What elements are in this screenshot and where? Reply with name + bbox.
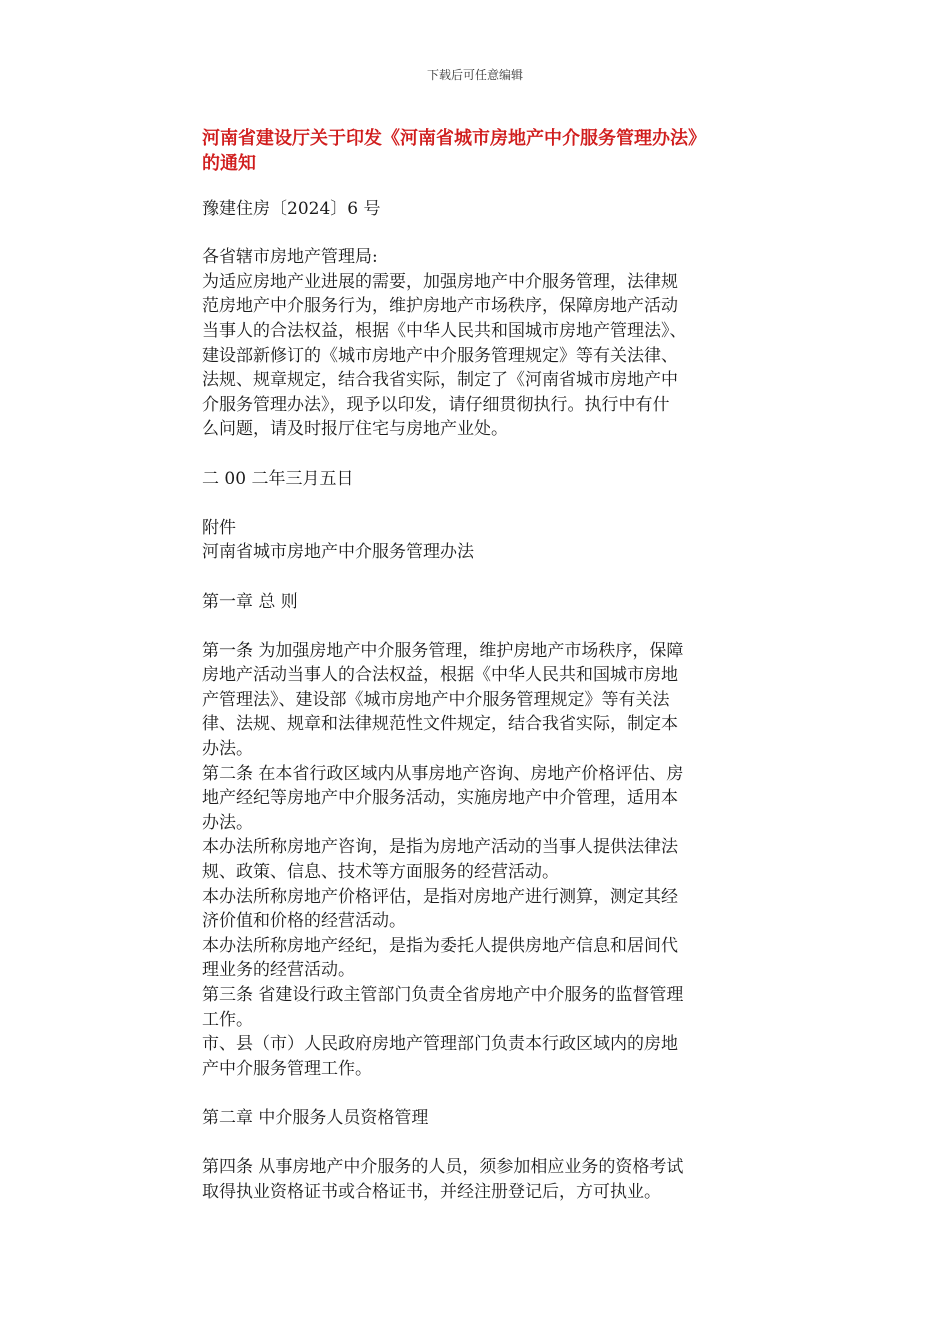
chapter-2-body [202,1155,754,1204]
article-line: 济价值和价格的经营活动。 [202,911,406,932]
attachment-title: 河南省城市房地产中介服务管理办法 [202,542,474,563]
chapter-2-heading: 第二章 中介服务人员资格管理 [202,1107,429,1128]
article-line: 产中介服务管理工作。 [202,1058,372,1079]
article-line: 第二条 在本省行政区域内从事房地产咨询、房地产价格评估、房 [202,763,684,784]
intro-line: 法规、规章规定，结合我省实际，制定了《河南省城市房地产中 [202,370,678,391]
document-number: 豫建住房〔2024〕6 号 [202,199,381,219]
intro-line: 介服务管理办法》，现予以印发，请仔细贯彻执行。执行中有什 [202,394,670,415]
article-line: 第三条 省建设行政主管部门负责全省房地产中介服务的监督管理 [202,985,684,1005]
document-body [202,126,754,1204]
article-line: 本办法所称房地产咨询，是指为房地产活动的当事人提供法律法 [202,837,678,858]
article-line: 第四条 从事房地产中介服务的人员，须参加相应业务的资格考试 [202,1157,684,1178]
intro-paragraph [202,270,754,442]
chapter-1-heading: 第一章 总 则 [202,591,298,612]
article-line: 市、县（市）人民政府房地产管理部门负责本行政区域内的房地 [202,1034,678,1055]
article-line: 办法。 [202,739,253,760]
chapter-1-body [202,639,754,1082]
intro-line: 建设部新修订的《城市房地产中介服务管理规定》等有关法律、 [202,345,678,366]
issue-date: 二 00 二年三月五日 [202,468,354,489]
article-line: 第一条 为加强房地产中介服务管理，维护房地产市场秩序，保障 [202,640,684,661]
addressee: 各省辖市房地产管理局: [202,247,378,268]
article-line: 理业务的经营活动。 [202,960,355,981]
page-header-note: 下载后可任意编辑 [426,68,523,82]
intro-line: 当事人的合法权益，根据《中华人民共和国城市房地产管理法》、 [202,320,687,341]
article-line: 办法。 [202,812,253,833]
article-line: 规、政策、信息、技术等方面服务的经营活动。 [202,862,559,883]
article-line: 取得执业资格证书或合格证书，并经注册登记后，方可执业。 [202,1181,661,1202]
document-title-line-1: 河南省建设厅关于印发《河南省城市房地产中介服务管理办法》 [202,128,706,149]
article-line: 本办法所称房地产经纪，是指为委托人提供房地产信息和居间代 [202,935,678,956]
intro-line: 范房地产中介服务行为，维护房地产市场秩序，保障房地产活动 [202,296,678,317]
intro-line: 么问题，请及时报厅住宅与房地产业处。 [202,419,508,440]
article-line: 律、法规、规章和法律规范性文件规定，结合我省实际，制定本 [202,714,678,735]
intro-line: 为适应房地产业进展的需要，加强房地产中介服务管理，法律规 [202,271,678,292]
article-line: 产管理法》、建设部《城市房地产中介服务管理规定》等有关法 [202,689,670,710]
attachment-label: 附件 [202,517,236,538]
article-line: 工作。 [202,1009,253,1030]
document-title-line-2: 的通知 [202,153,256,174]
article-line: 地产经纪等房地产中介服务活动，实施房地产中介管理，适用本 [202,788,678,809]
article-line: 本办法所称房地产价格评估，是指对房地产进行测算，测定其经 [202,886,678,907]
article-line: 房地产活动当事人的合法权益，根据《中华人民共和国城市房地 [202,665,678,686]
